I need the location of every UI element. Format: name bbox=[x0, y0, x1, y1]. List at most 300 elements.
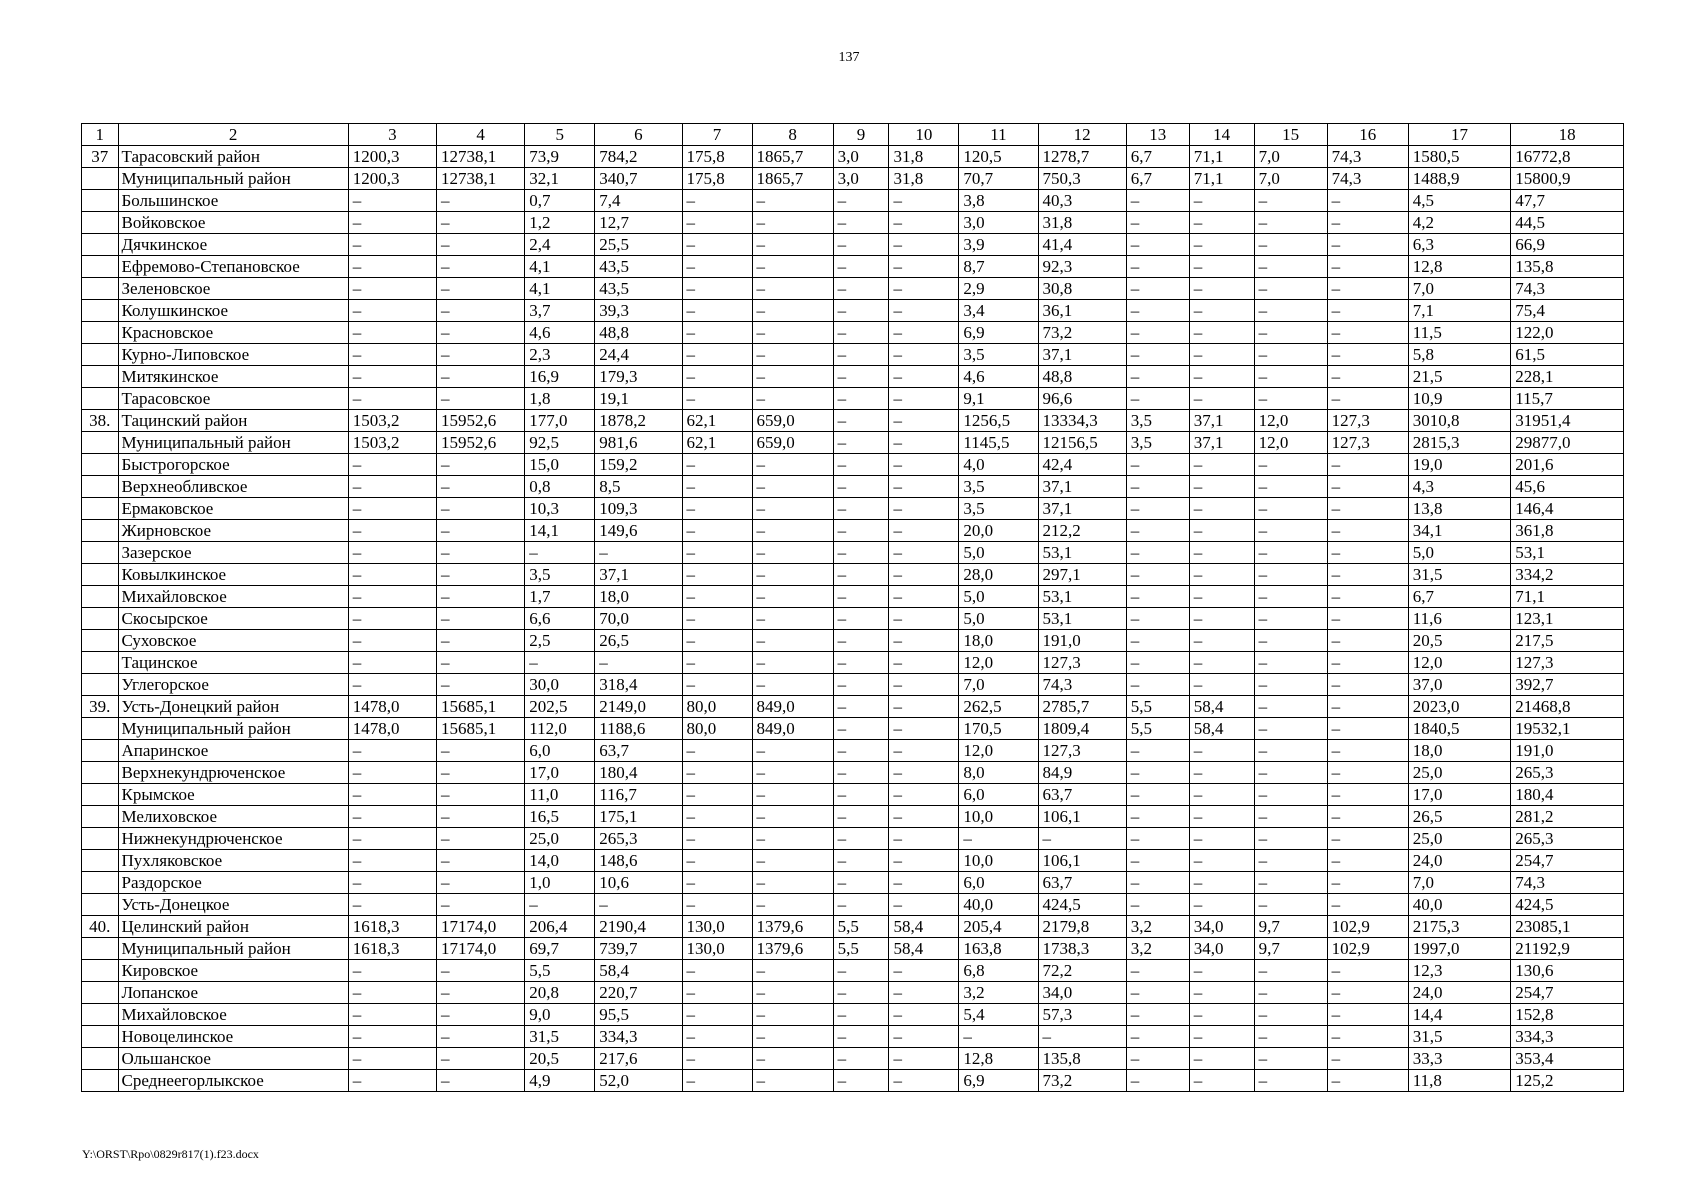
value-cell: 3,5 bbox=[959, 344, 1038, 366]
value-cell: 40,3 bbox=[1038, 190, 1126, 212]
table-row bbox=[82, 366, 1624, 388]
value-cell: – bbox=[752, 806, 833, 828]
value-cell: 84,9 bbox=[1038, 762, 1126, 784]
row-number-cell bbox=[82, 322, 119, 344]
value-cell: – bbox=[437, 520, 525, 542]
value-cell: – bbox=[682, 190, 752, 212]
value-cell: 6,0 bbox=[525, 740, 595, 762]
value-cell: 26,5 bbox=[1408, 806, 1510, 828]
value-cell: – bbox=[437, 740, 525, 762]
value-cell: – bbox=[682, 454, 752, 476]
value-cell: – bbox=[437, 828, 525, 850]
value-cell: 318,4 bbox=[595, 674, 682, 696]
value-cell: – bbox=[1254, 564, 1327, 586]
value-cell: 4,5 bbox=[1408, 190, 1510, 212]
row-number-cell bbox=[82, 1048, 119, 1070]
value-cell: – bbox=[682, 344, 752, 366]
value-cell: 1200,3 bbox=[348, 168, 436, 190]
value-cell: 3,5 bbox=[1126, 410, 1189, 432]
value-cell: 180,4 bbox=[1511, 784, 1624, 806]
value-cell: 31,8 bbox=[1038, 212, 1126, 234]
value-cell: 31,5 bbox=[525, 1026, 595, 1048]
value-cell: – bbox=[348, 674, 436, 696]
value-cell: – bbox=[1126, 234, 1189, 256]
value-cell: – bbox=[348, 388, 436, 410]
value-cell: 1618,3 bbox=[348, 938, 436, 960]
value-cell: – bbox=[348, 520, 436, 542]
value-cell: – bbox=[1327, 234, 1408, 256]
value-cell: – bbox=[682, 300, 752, 322]
value-cell: 1840,5 bbox=[1408, 718, 1510, 740]
column-header: 9 bbox=[833, 124, 889, 146]
value-cell: 10,0 bbox=[959, 806, 1038, 828]
value-cell: – bbox=[682, 630, 752, 652]
value-cell: 73,9 bbox=[525, 146, 595, 168]
value-cell: – bbox=[348, 828, 436, 850]
value-cell: 1379,6 bbox=[752, 916, 833, 938]
value-cell: – bbox=[1126, 960, 1189, 982]
value-cell: – bbox=[1327, 696, 1408, 718]
value-cell: 4,6 bbox=[959, 366, 1038, 388]
value-cell: – bbox=[437, 806, 525, 828]
value-cell: 52,0 bbox=[595, 1070, 682, 1092]
value-cell: – bbox=[437, 652, 525, 674]
value-cell: – bbox=[1189, 1026, 1254, 1048]
value-cell: 3,0 bbox=[959, 212, 1038, 234]
value-cell: 206,4 bbox=[525, 916, 595, 938]
value-cell: – bbox=[959, 1026, 1038, 1048]
row-number-cell bbox=[82, 674, 119, 696]
value-cell: – bbox=[525, 894, 595, 916]
row-name-cell: Верхнеобливское bbox=[118, 476, 348, 498]
value-cell: – bbox=[889, 234, 959, 256]
row-number-cell bbox=[82, 894, 119, 916]
value-cell: – bbox=[437, 608, 525, 630]
value-cell: 17174,0 bbox=[437, 938, 525, 960]
value-cell: – bbox=[437, 762, 525, 784]
column-header: 14 bbox=[1189, 124, 1254, 146]
value-cell: – bbox=[1254, 784, 1327, 806]
value-cell: 127,3 bbox=[1038, 652, 1126, 674]
value-cell: 1478,0 bbox=[348, 718, 436, 740]
value-cell: 4,9 bbox=[525, 1070, 595, 1092]
value-cell: – bbox=[1327, 190, 1408, 212]
value-cell: – bbox=[1254, 894, 1327, 916]
value-cell: 2023,0 bbox=[1408, 696, 1510, 718]
value-cell: 73,2 bbox=[1038, 1070, 1126, 1092]
value-cell: – bbox=[833, 652, 889, 674]
value-cell: 175,8 bbox=[682, 168, 752, 190]
value-cell: 135,8 bbox=[1511, 256, 1624, 278]
value-cell: – bbox=[752, 366, 833, 388]
value-cell: – bbox=[752, 344, 833, 366]
value-cell: – bbox=[1327, 872, 1408, 894]
value-cell: 120,5 bbox=[959, 146, 1038, 168]
value-cell: 1618,3 bbox=[348, 916, 436, 938]
row-name-cell: Углегорское bbox=[118, 674, 348, 696]
value-cell: – bbox=[682, 1026, 752, 1048]
value-cell: 334,2 bbox=[1511, 564, 1624, 586]
value-cell: 12,0 bbox=[1254, 432, 1327, 454]
value-cell: – bbox=[1327, 454, 1408, 476]
value-cell: 1503,2 bbox=[348, 432, 436, 454]
value-cell: 353,4 bbox=[1511, 1048, 1624, 1070]
row-name-cell: Муниципальный район bbox=[118, 938, 348, 960]
value-cell: – bbox=[682, 674, 752, 696]
value-cell: – bbox=[1327, 322, 1408, 344]
value-cell: – bbox=[1254, 696, 1327, 718]
value-cell: – bbox=[1189, 564, 1254, 586]
value-cell: – bbox=[833, 212, 889, 234]
row-number-cell: 37 bbox=[82, 146, 119, 168]
value-cell: – bbox=[595, 652, 682, 674]
value-cell: – bbox=[682, 388, 752, 410]
row-name-cell: Ковылкинское bbox=[118, 564, 348, 586]
value-cell: – bbox=[437, 212, 525, 234]
value-cell: – bbox=[889, 388, 959, 410]
value-cell: – bbox=[889, 608, 959, 630]
value-cell: – bbox=[1189, 762, 1254, 784]
value-cell: – bbox=[1327, 806, 1408, 828]
row-name-cell: Усть-Донецкое bbox=[118, 894, 348, 916]
value-cell: – bbox=[833, 300, 889, 322]
value-cell: 25,5 bbox=[595, 234, 682, 256]
value-cell: 3,2 bbox=[1126, 938, 1189, 960]
row-name-cell: Мелиховское bbox=[118, 806, 348, 828]
value-cell: 63,7 bbox=[1038, 784, 1126, 806]
value-cell: – bbox=[752, 454, 833, 476]
value-cell: – bbox=[889, 256, 959, 278]
row-name-cell: Дячкинское bbox=[118, 234, 348, 256]
value-cell: 205,4 bbox=[959, 916, 1038, 938]
value-cell: – bbox=[889, 564, 959, 586]
value-cell: – bbox=[889, 476, 959, 498]
value-cell: 18,0 bbox=[595, 586, 682, 608]
value-cell: 1997,0 bbox=[1408, 938, 1510, 960]
value-cell: 53,1 bbox=[1038, 608, 1126, 630]
value-cell: – bbox=[348, 300, 436, 322]
value-cell: 37,1 bbox=[1038, 498, 1126, 520]
value-cell: 95,5 bbox=[595, 1004, 682, 1026]
row-number-cell bbox=[82, 718, 119, 740]
value-cell: 179,3 bbox=[595, 366, 682, 388]
value-cell: – bbox=[889, 300, 959, 322]
value-cell: 31,8 bbox=[889, 146, 959, 168]
value-cell: 2175,3 bbox=[1408, 916, 1510, 938]
value-cell: 297,1 bbox=[1038, 564, 1126, 586]
value-cell: – bbox=[1126, 190, 1189, 212]
value-cell: 2,3 bbox=[525, 344, 595, 366]
value-cell: 57,3 bbox=[1038, 1004, 1126, 1026]
value-cell: 36,1 bbox=[1038, 300, 1126, 322]
value-cell: – bbox=[889, 454, 959, 476]
value-cell: 7,0 bbox=[1254, 146, 1327, 168]
value-cell: 30,0 bbox=[525, 674, 595, 696]
value-cell: – bbox=[682, 520, 752, 542]
value-cell: 11,0 bbox=[525, 784, 595, 806]
value-cell: 5,8 bbox=[1408, 344, 1510, 366]
value-cell: – bbox=[1327, 344, 1408, 366]
value-cell: 739,7 bbox=[595, 938, 682, 960]
value-cell: – bbox=[1327, 1048, 1408, 1070]
value-cell: 4,2 bbox=[1408, 212, 1510, 234]
value-cell: – bbox=[833, 476, 889, 498]
value-cell: – bbox=[348, 894, 436, 916]
value-cell: – bbox=[1126, 762, 1189, 784]
column-header: 5 bbox=[525, 124, 595, 146]
value-cell: – bbox=[752, 388, 833, 410]
value-cell: 18,0 bbox=[959, 630, 1038, 652]
value-cell: 3,9 bbox=[959, 234, 1038, 256]
value-cell: 11,8 bbox=[1408, 1070, 1510, 1092]
value-cell: – bbox=[889, 762, 959, 784]
row-number-cell bbox=[82, 960, 119, 982]
value-cell: – bbox=[1327, 366, 1408, 388]
value-cell: – bbox=[1126, 1026, 1189, 1048]
value-cell: – bbox=[833, 784, 889, 806]
value-cell: 10,0 bbox=[959, 850, 1038, 872]
value-cell: – bbox=[1327, 828, 1408, 850]
row-number-cell bbox=[82, 982, 119, 1004]
value-cell: 115,7 bbox=[1511, 388, 1624, 410]
value-cell: – bbox=[1327, 784, 1408, 806]
value-cell: 37,0 bbox=[1408, 674, 1510, 696]
row-number-cell bbox=[82, 630, 119, 652]
value-cell: – bbox=[752, 278, 833, 300]
value-cell: – bbox=[1254, 1070, 1327, 1092]
value-cell: – bbox=[1189, 652, 1254, 674]
value-cell: – bbox=[1254, 256, 1327, 278]
value-cell: – bbox=[1254, 1004, 1327, 1026]
value-cell: – bbox=[752, 300, 833, 322]
value-cell: 2,4 bbox=[525, 234, 595, 256]
value-cell: – bbox=[1327, 586, 1408, 608]
value-cell: – bbox=[889, 828, 959, 850]
value-cell: 3,5 bbox=[959, 476, 1038, 498]
value-cell: – bbox=[437, 278, 525, 300]
value-cell: 175,1 bbox=[595, 806, 682, 828]
row-number-cell bbox=[82, 300, 119, 322]
value-cell: – bbox=[752, 476, 833, 498]
value-cell: – bbox=[348, 278, 436, 300]
value-cell: – bbox=[1254, 542, 1327, 564]
row-name-cell: Красновское bbox=[118, 322, 348, 344]
value-cell: – bbox=[1038, 1026, 1126, 1048]
table-row bbox=[82, 828, 1624, 850]
value-cell: – bbox=[437, 586, 525, 608]
value-cell: – bbox=[889, 960, 959, 982]
row-number-cell bbox=[82, 454, 119, 476]
column-header: 3 bbox=[348, 124, 436, 146]
row-number-cell bbox=[82, 388, 119, 410]
row-number-cell bbox=[82, 850, 119, 872]
value-cell: – bbox=[752, 674, 833, 696]
value-cell: 58,4 bbox=[889, 938, 959, 960]
value-cell: 122,0 bbox=[1511, 322, 1624, 344]
value-cell: – bbox=[682, 234, 752, 256]
value-cell: – bbox=[1189, 542, 1254, 564]
value-cell: 123,1 bbox=[1511, 608, 1624, 630]
table-row bbox=[82, 586, 1624, 608]
value-cell: – bbox=[889, 344, 959, 366]
value-cell: 135,8 bbox=[1038, 1048, 1126, 1070]
value-cell: 71,1 bbox=[1189, 146, 1254, 168]
value-cell: – bbox=[348, 608, 436, 630]
column-header: 6 bbox=[595, 124, 682, 146]
value-cell: 7,0 bbox=[959, 674, 1038, 696]
value-cell: 19,1 bbox=[595, 388, 682, 410]
column-header: 18 bbox=[1511, 124, 1624, 146]
value-cell: – bbox=[752, 828, 833, 850]
value-cell: – bbox=[1126, 366, 1189, 388]
value-cell: – bbox=[1189, 894, 1254, 916]
column-header: 1 bbox=[82, 124, 119, 146]
value-cell: – bbox=[833, 344, 889, 366]
value-cell: – bbox=[682, 564, 752, 586]
row-number-cell bbox=[82, 168, 119, 190]
value-cell: 19,0 bbox=[1408, 454, 1510, 476]
value-cell: – bbox=[752, 586, 833, 608]
value-cell: – bbox=[682, 256, 752, 278]
value-cell: – bbox=[437, 300, 525, 322]
value-cell: 10,3 bbox=[525, 498, 595, 520]
value-cell: – bbox=[1189, 1070, 1254, 1092]
row-name-cell: Верхнекундрюченское bbox=[118, 762, 348, 784]
value-cell: – bbox=[437, 982, 525, 1004]
value-cell: 659,0 bbox=[752, 410, 833, 432]
value-cell: – bbox=[1189, 740, 1254, 762]
value-cell: 92,3 bbox=[1038, 256, 1126, 278]
value-cell: 0,7 bbox=[525, 190, 595, 212]
row-name-cell: Жирновское bbox=[118, 520, 348, 542]
value-cell: – bbox=[1189, 872, 1254, 894]
row-number-cell bbox=[82, 938, 119, 960]
value-cell: 19532,1 bbox=[1511, 718, 1624, 740]
value-cell: – bbox=[752, 872, 833, 894]
value-cell: 7,0 bbox=[1408, 278, 1510, 300]
value-cell: – bbox=[833, 828, 889, 850]
value-cell: 130,0 bbox=[682, 916, 752, 938]
value-cell: – bbox=[682, 608, 752, 630]
value-cell: – bbox=[1126, 850, 1189, 872]
value-cell: – bbox=[833, 278, 889, 300]
value-cell: – bbox=[1126, 1070, 1189, 1092]
value-cell: – bbox=[682, 762, 752, 784]
value-cell: 61,5 bbox=[1511, 344, 1624, 366]
value-cell: – bbox=[889, 674, 959, 696]
value-cell: – bbox=[1254, 1048, 1327, 1070]
column-header: 7 bbox=[682, 124, 752, 146]
table-row bbox=[82, 608, 1624, 630]
value-cell: 424,5 bbox=[1511, 894, 1624, 916]
value-cell: – bbox=[833, 806, 889, 828]
table-row bbox=[82, 234, 1624, 256]
value-cell: – bbox=[348, 850, 436, 872]
value-cell: – bbox=[889, 784, 959, 806]
row-name-cell: Крымское bbox=[118, 784, 348, 806]
value-cell: 21468,8 bbox=[1511, 696, 1624, 718]
value-cell: 191,0 bbox=[1511, 740, 1624, 762]
value-cell: 12,0 bbox=[1408, 652, 1510, 674]
row-name-cell: Войковское bbox=[118, 212, 348, 234]
table-row bbox=[82, 894, 1624, 916]
value-cell: – bbox=[833, 410, 889, 432]
value-cell: 1200,3 bbox=[348, 146, 436, 168]
value-cell: – bbox=[682, 784, 752, 806]
value-cell: 80,0 bbox=[682, 718, 752, 740]
value-cell: – bbox=[1254, 630, 1327, 652]
value-cell: – bbox=[833, 740, 889, 762]
value-cell: – bbox=[682, 652, 752, 674]
value-cell: – bbox=[1189, 322, 1254, 344]
value-cell: 106,1 bbox=[1038, 850, 1126, 872]
value-cell: 5,0 bbox=[959, 586, 1038, 608]
table-header-row bbox=[82, 124, 1624, 146]
value-cell: 102,9 bbox=[1327, 916, 1408, 938]
value-cell: 127,3 bbox=[1038, 740, 1126, 762]
table-row bbox=[82, 696, 1624, 718]
value-cell: 8,5 bbox=[595, 476, 682, 498]
value-cell: 47,7 bbox=[1511, 190, 1624, 212]
table-row bbox=[82, 344, 1624, 366]
table-row bbox=[82, 498, 1624, 520]
value-cell: 3010,8 bbox=[1408, 410, 1510, 432]
value-cell: – bbox=[752, 630, 833, 652]
value-cell: 5,5 bbox=[833, 938, 889, 960]
value-cell: – bbox=[1126, 278, 1189, 300]
value-cell: 750,3 bbox=[1038, 168, 1126, 190]
value-cell: – bbox=[752, 1048, 833, 1070]
value-cell: 53,1 bbox=[1038, 542, 1126, 564]
value-cell: 109,3 bbox=[595, 498, 682, 520]
value-cell: 849,0 bbox=[752, 696, 833, 718]
value-cell: – bbox=[682, 872, 752, 894]
value-cell: – bbox=[1189, 190, 1254, 212]
value-cell: – bbox=[752, 1026, 833, 1048]
row-name-cell: Ермаковское bbox=[118, 498, 348, 520]
value-cell: – bbox=[1189, 982, 1254, 1004]
value-cell: 45,6 bbox=[1511, 476, 1624, 498]
value-cell: – bbox=[348, 1048, 436, 1070]
value-cell: – bbox=[833, 234, 889, 256]
row-name-cell: Муниципальный район bbox=[118, 718, 348, 740]
value-cell: 12,8 bbox=[959, 1048, 1038, 1070]
page-number: 137 bbox=[838, 50, 860, 65]
value-cell: – bbox=[1327, 212, 1408, 234]
row-number-cell: 38. bbox=[82, 410, 119, 432]
value-cell: 127,3 bbox=[1327, 410, 1408, 432]
value-cell: 21192,9 bbox=[1511, 938, 1624, 960]
value-cell: – bbox=[437, 498, 525, 520]
value-cell: – bbox=[1126, 542, 1189, 564]
value-cell: 53,1 bbox=[1038, 586, 1126, 608]
value-cell: 4,3 bbox=[1408, 476, 1510, 498]
value-cell: – bbox=[1189, 234, 1254, 256]
table-row bbox=[82, 718, 1624, 740]
value-cell: 9,0 bbox=[525, 1004, 595, 1026]
table-row bbox=[82, 916, 1624, 938]
value-cell: 3,8 bbox=[959, 190, 1038, 212]
value-cell: – bbox=[1126, 894, 1189, 916]
value-cell: – bbox=[889, 520, 959, 542]
value-cell: 281,2 bbox=[1511, 806, 1624, 828]
row-name-cell: Лопанское bbox=[118, 982, 348, 1004]
value-cell: – bbox=[1126, 652, 1189, 674]
value-cell: 25,0 bbox=[1408, 828, 1510, 850]
value-cell: – bbox=[682, 1048, 752, 1070]
value-cell: – bbox=[437, 476, 525, 498]
value-cell: 13,8 bbox=[1408, 498, 1510, 520]
